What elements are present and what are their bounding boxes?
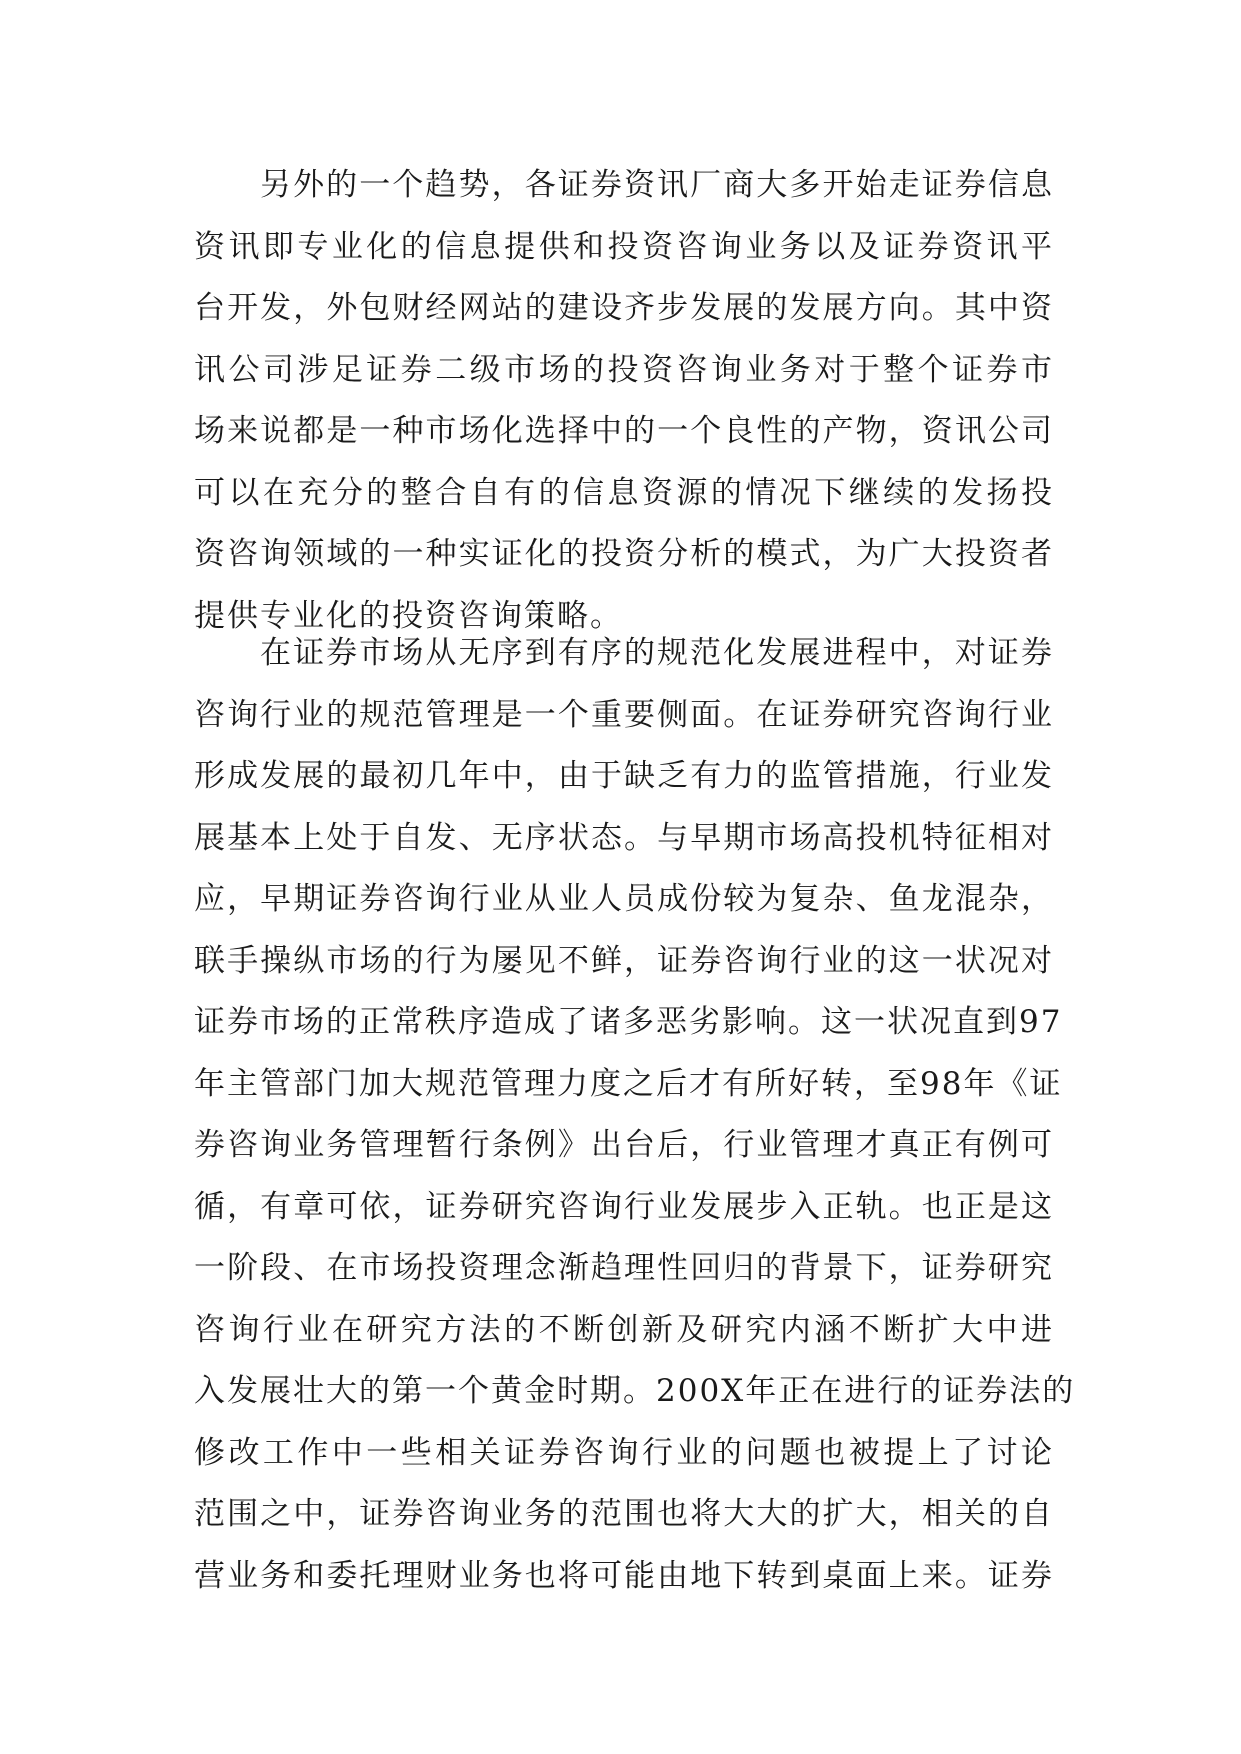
text-line: 讯公司涉足证券二级市场的投资咨询业务对于整个证券市	[194, 351, 1054, 388]
text-line: 资讯即专业化的信息提供和投资咨询业务以及证券资讯平	[194, 228, 1054, 265]
text-line: 一阶段、在市场投资理念渐趋理性回归的背景下，证券研究	[194, 1250, 1054, 1286]
text-line: 另外的一个趋势，各证券资讯厂商大多开始走证券信息	[260, 167, 1054, 203]
paragraph-1	[194, 155, 1054, 647]
text-line: 修改工作中一些相关证券咨询行业的问题也被提上了讨论	[194, 1434, 1054, 1471]
text-line: 咨询行业的规范管理是一个重要侧面。在证券研究咨询行业	[194, 696, 1054, 733]
text-line: 台开发，外包财经网站的建设齐步发展的发展方向。其中资	[194, 290, 1054, 326]
text-line: 年主管部门加大规范管理力度之后才有所好转，至98年《证	[194, 1065, 1063, 1102]
text-line: 联手操纵市场的行为屡见不鲜，证券咨询行业的这一状况对	[194, 942, 1054, 979]
text-line: 形成发展的最初几年中，由于缺乏有力的监管措施，行业发	[194, 758, 1054, 794]
text-line: 应，早期证券咨询行业从业人员成份较为复杂、鱼龙混杂，	[194, 881, 1054, 917]
text-line: 券咨询业务管理暂行条例》出台后，行业管理才真正有例可	[194, 1127, 1054, 1163]
text-line: 场来说都是一种市场化选择中的一个良性的产物，资讯公司	[194, 413, 1054, 449]
text-line: 在证券市场从无序到有序的规范化发展进程中，对证券	[260, 635, 1054, 671]
text-line: 可以在充分的整合自有的信息资源的情况下继续的发扬投	[194, 474, 1054, 511]
text-line: 证券市场的正常秩序造成了诸多恶劣影响。这一状况直到97	[194, 1004, 1063, 1040]
text-line: 入发展壮大的第一个黄金时期。200X年正在进行的证券法的	[194, 1373, 1076, 1409]
text-line: 咨询行业在研究方法的不断创新及研究内涵不断扩大中进	[194, 1311, 1054, 1348]
text-line: 提供专业化的投资咨询策略。	[194, 597, 623, 634]
paragraph-2	[194, 623, 1076, 1607]
text-line: 范围之中，证券咨询业务的范围也将大大的扩大，相关的自	[194, 1496, 1054, 1532]
text-line: 资咨询领域的一种实证化的投资分析的模式，为广大投资者	[194, 536, 1054, 572]
text-line: 营业务和委托理财业务也将可能由地下转到桌面上来。证券	[194, 1557, 1054, 1594]
text-line: 循，有章可依，证券研究咨询行业发展步入正轨。也正是这	[194, 1188, 1054, 1225]
text-line: 展基本上处于自发、无序状态。与早期市场高投机特征相对	[194, 819, 1054, 856]
